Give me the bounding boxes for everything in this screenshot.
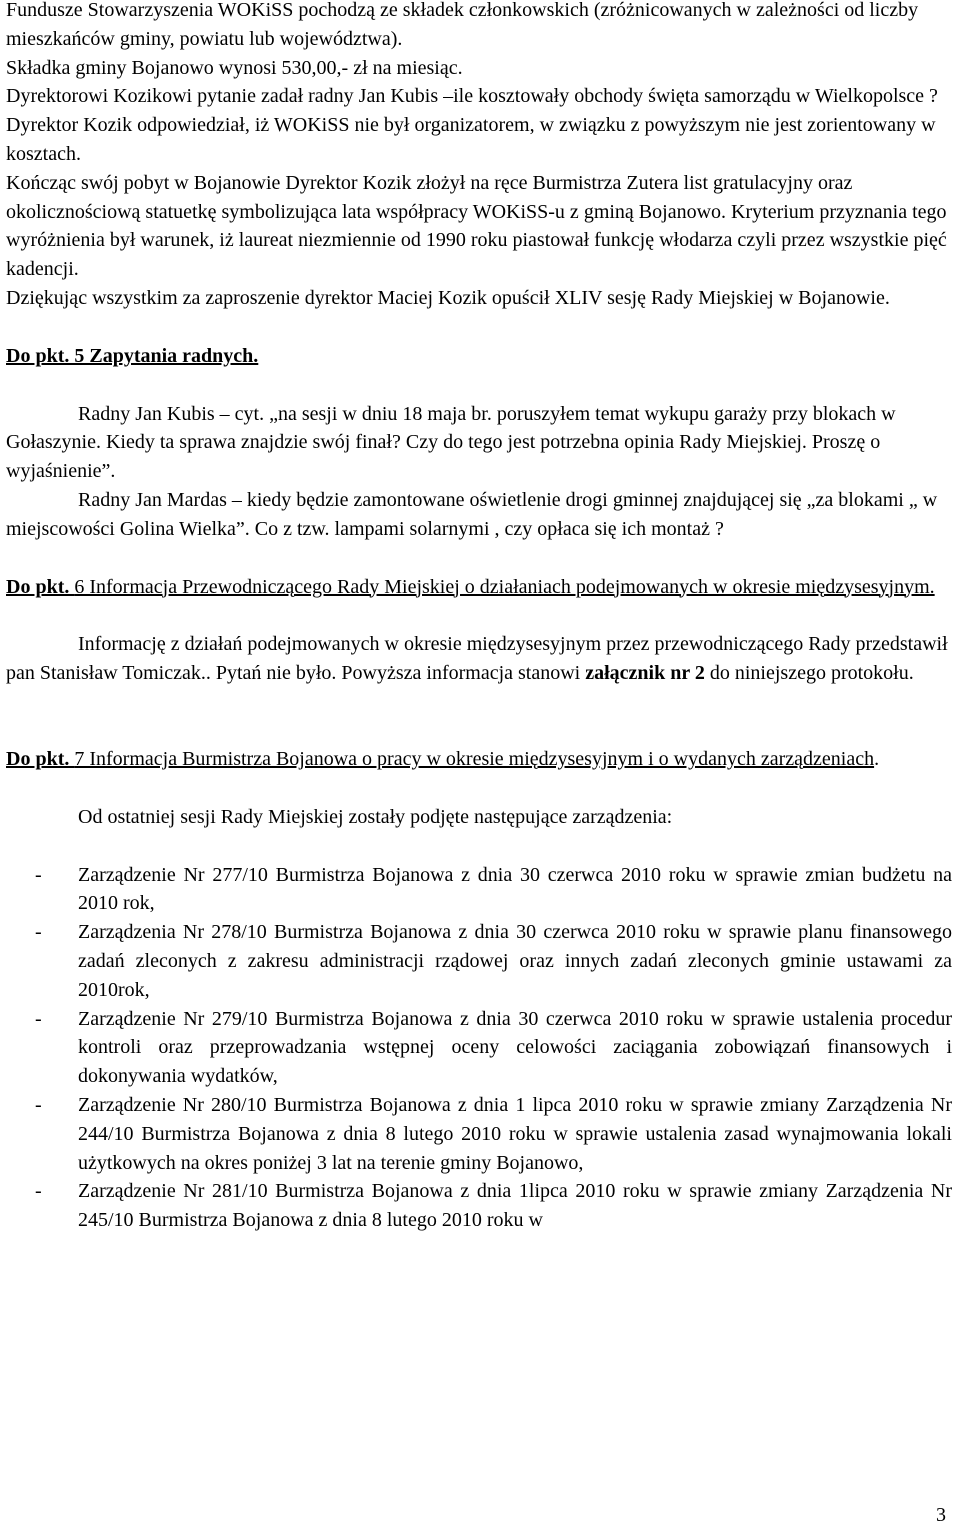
list-item [6,1091,952,1177]
paragraph-answer-kozik: Dyrektor Kozik odpowiedział, iż WOKiSS nie był organizatorem, w związku z powyższym nie jest zorientowany w kosztach. [6,114,936,165]
section-6-attachment: załącznik nr 2 [585,662,705,685]
paragraph-congratulations-b: Kryterium przyznania tego wyróżnienia był warunek, iż laureat niezmiennie od 1990 roku piastował funkcję włodarza czyli przez wszystkie pięć kadencji. [6,200,947,281]
heading-section-7-prefix: Do pkt. [6,747,75,770]
section-6-text-b: do niniejszego protokołu. [704,662,914,685]
section-6-text-a: Informację z działań podejmowanych w okresie międzysesyjnym przez przewodniczącego Rady przedstawił pan Stanisław Tomiczak.. Pytań nie było. Powyższa informacja stanowi [6,633,948,685]
list-item-text: Zarządzenie Nr 277/10 Burmistrza Bojanowa z dnia 30 czerwca 2010 roku w sprawie zmian budżetu na 2010 rok, [78,863,952,915]
section-7-intro: Od ostatniej sesji Rady Miejskiej zostały podjęte następujące zarządzenia: [78,805,673,828]
list-dash: - [35,863,42,886]
question-mardas: Radny Jan Mardas – kiedy będzie zamontowane oświetlenie drogi gminnej znajdującej się „za blokami „ w miejscowości Golina Wielka”. Co z tzw. lampami solarnymi , czy opłaca się ich montaż ? [6,488,938,540]
paragraph-question-kubis: Dyrektorowi Kozikowi pytanie zadał radny Jan Kubis –ile kosztowały obchody święta samorządu w Wielkopolsce ? [6,85,938,108]
list-item [6,861,952,919]
list-dash: - [35,1093,42,1116]
list-item [6,918,952,1004]
paragraph-fee: Składka gminy Bojanowo wynosi 530,00,- zł na miesiąc. [6,56,463,79]
list-item [6,1005,952,1091]
list-dash: - [35,921,42,944]
list-item [6,1177,952,1235]
section-6-text [6,630,952,688]
heading-section-7-end: . [874,747,880,770]
list-dash: - [35,1180,42,1203]
heading-section-6-prefix: Do pkt. [6,575,75,598]
heading-section-6 [6,573,952,602]
heading-section-5 [6,342,952,371]
list-item-text: Zarządzenie Nr 281/10 Burmistrza Bojanowa z dnia 1lipca 2010 roku w sprawie zmiany Zarządzenia Nr 245/10 Burmistrza Bojanowa z dnia 8 lutego 2010 roku w [78,1180,952,1232]
heading-section-7-title: 7 Informacja Burmistrza Bojanowa o pracy w okresie międzysesyjnym i o wydanych zarządzeniach [74,747,875,770]
paragraph-congratulations-a: Kończąc swój pobyt w Bojanowie Dyrektor Kozik złożył na ręce Burmistrza Zutera list gratulacyjny oraz okolicznościową statuetkę symbolizująca lata współpracy WOKiSS-u z gminą Bojanowo. [6,171,853,223]
paragraph-farewell: Dziękując wszystkim za zaproszenie dyrektor Maciej Kozik opuścił XLIV sesję Rady Miejskiej w Bojanowie. [6,286,890,309]
page-number: 3 [936,1504,946,1527]
list-item-text: Zarządzenie Nr 279/10 Burmistrza Bojanowa z dnia 30 czerwca 2010 roku w sprawie ustalenia procedur kontroli oraz przeprowadzania wstępnej oceny celowości zaciągania zobowiązań finansowych i dokonywania wydatków, [78,1007,952,1088]
list-dash: - [35,1007,42,1030]
paragraph-funding: Fundusze Stowarzyszenia WOKiSS pochodzą ze składek członkowskich (zróżnicowanych w zależności od liczby mieszkańców gminy, powiatu lub województwa). [6,0,919,50]
list-item-text: Zarządzenia Nr 278/10 Burmistrza Bojanowa z dnia 30 czerwca 2010 roku w sprawie planu finansowego zadań zleconych z zakresu administracji rządowej oraz innych zadań zleconych gminie ustawami za 2010rok, [78,921,952,1001]
question-kubis: Radny Jan Kubis – cyt. „na sesji w dniu 18 maja br. poruszyłem temat wykupu garaży przy blokach w Gołaszynie. Kiedy ta sprawa znajdzie swój finał? Czy do tego jest potrzebna opinia Rady Miejskiej. Proszę o wyjaśnienie”. [6,402,896,483]
ordinance-list [6,861,952,1235]
heading-section-5-text: Do pkt. 5 Zapytania radnych. [6,344,259,367]
list-item-text: Zarządzenie Nr 280/10 Burmistrza Bojanowa z dnia 1 lipca 2010 roku w sprawie zmiany Zarządzenia Nr 244/10 Burmistrza Bojanowa z dnia 8 lutego 2010 roku w sprawie ustalenia zasad wynajmowania lokali użytkowych na okres poniżej 3 lat na terenie gminy Bojanowo, [78,1093,952,1174]
paragraph-congratulations [6,169,952,284]
heading-section-6-title: 6 Informacja Przewodniczącego Rady Miejskiej o działaniach podejmowanych w okresie międzysesyjnym. [74,575,935,598]
heading-section-7 [6,745,952,774]
